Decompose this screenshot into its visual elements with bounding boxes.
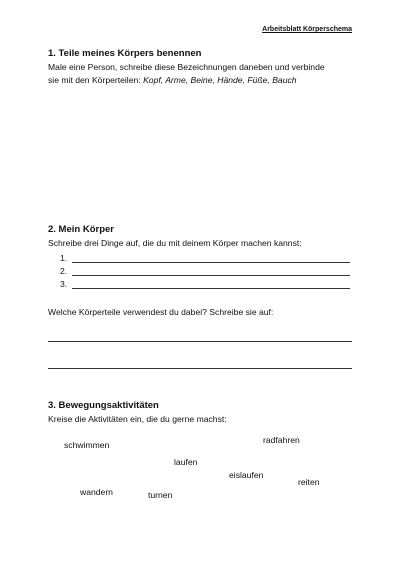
activity-turnen[interactable]: turnen <box>148 490 173 500</box>
answer-line[interactable] <box>72 266 350 276</box>
activity-wandern[interactable]: wandern <box>80 487 113 497</box>
answer-line[interactable] <box>72 279 350 289</box>
answer-line[interactable] <box>72 253 350 263</box>
section-1-instruction-line-2 <box>48 74 297 87</box>
activity-laufen[interactable]: laufen <box>174 457 198 467</box>
activity-schwimmen[interactable]: schwimmen <box>64 440 110 450</box>
answer-row <box>60 250 350 263</box>
answer-number: 1. <box>60 253 68 263</box>
section-2-instruction: Schreibe drei Dinge auf, die du mit deinem Körper machen kannst: <box>48 238 302 248</box>
section-3-heading: 3. Bewegungsaktivitäten <box>48 400 159 411</box>
body-parts-list: Kopf, Arme, Beine, Hände, Füße, Bauch <box>143 75 297 85</box>
activity-radfahren[interactable]: radfahren <box>263 435 300 445</box>
answer-list <box>60 250 350 289</box>
answer-line[interactable] <box>48 368 352 369</box>
instruction-prefix: sie mit den Körperteilen: <box>48 75 144 85</box>
answer-number: 3. <box>60 279 68 289</box>
section-2-question: Welche Körperteile verwendest du dabei? Schreibe sie auf: <box>48 307 274 317</box>
section-1-instruction-line-1: Male eine Person, schreibe diese Bezeichnungen daneben und verbinde <box>48 62 325 72</box>
activity-reiten[interactable]: reiten <box>298 477 320 487</box>
worksheet-title: Arbeitsblatt Körperschema <box>262 26 352 33</box>
answer-row <box>60 263 350 276</box>
activity-eislaufen[interactable]: eislaufen <box>229 470 264 480</box>
answer-row <box>60 276 350 289</box>
answer-line[interactable] <box>48 341 352 342</box>
section-1-heading: 1. Teile meines Körpers benennen <box>48 48 202 59</box>
answer-number: 2. <box>60 266 68 276</box>
section-2-heading: 2. Mein Körper <box>48 224 114 235</box>
section-3-instruction: Kreise die Aktivitäten ein, die du gerne machst: <box>48 414 227 424</box>
